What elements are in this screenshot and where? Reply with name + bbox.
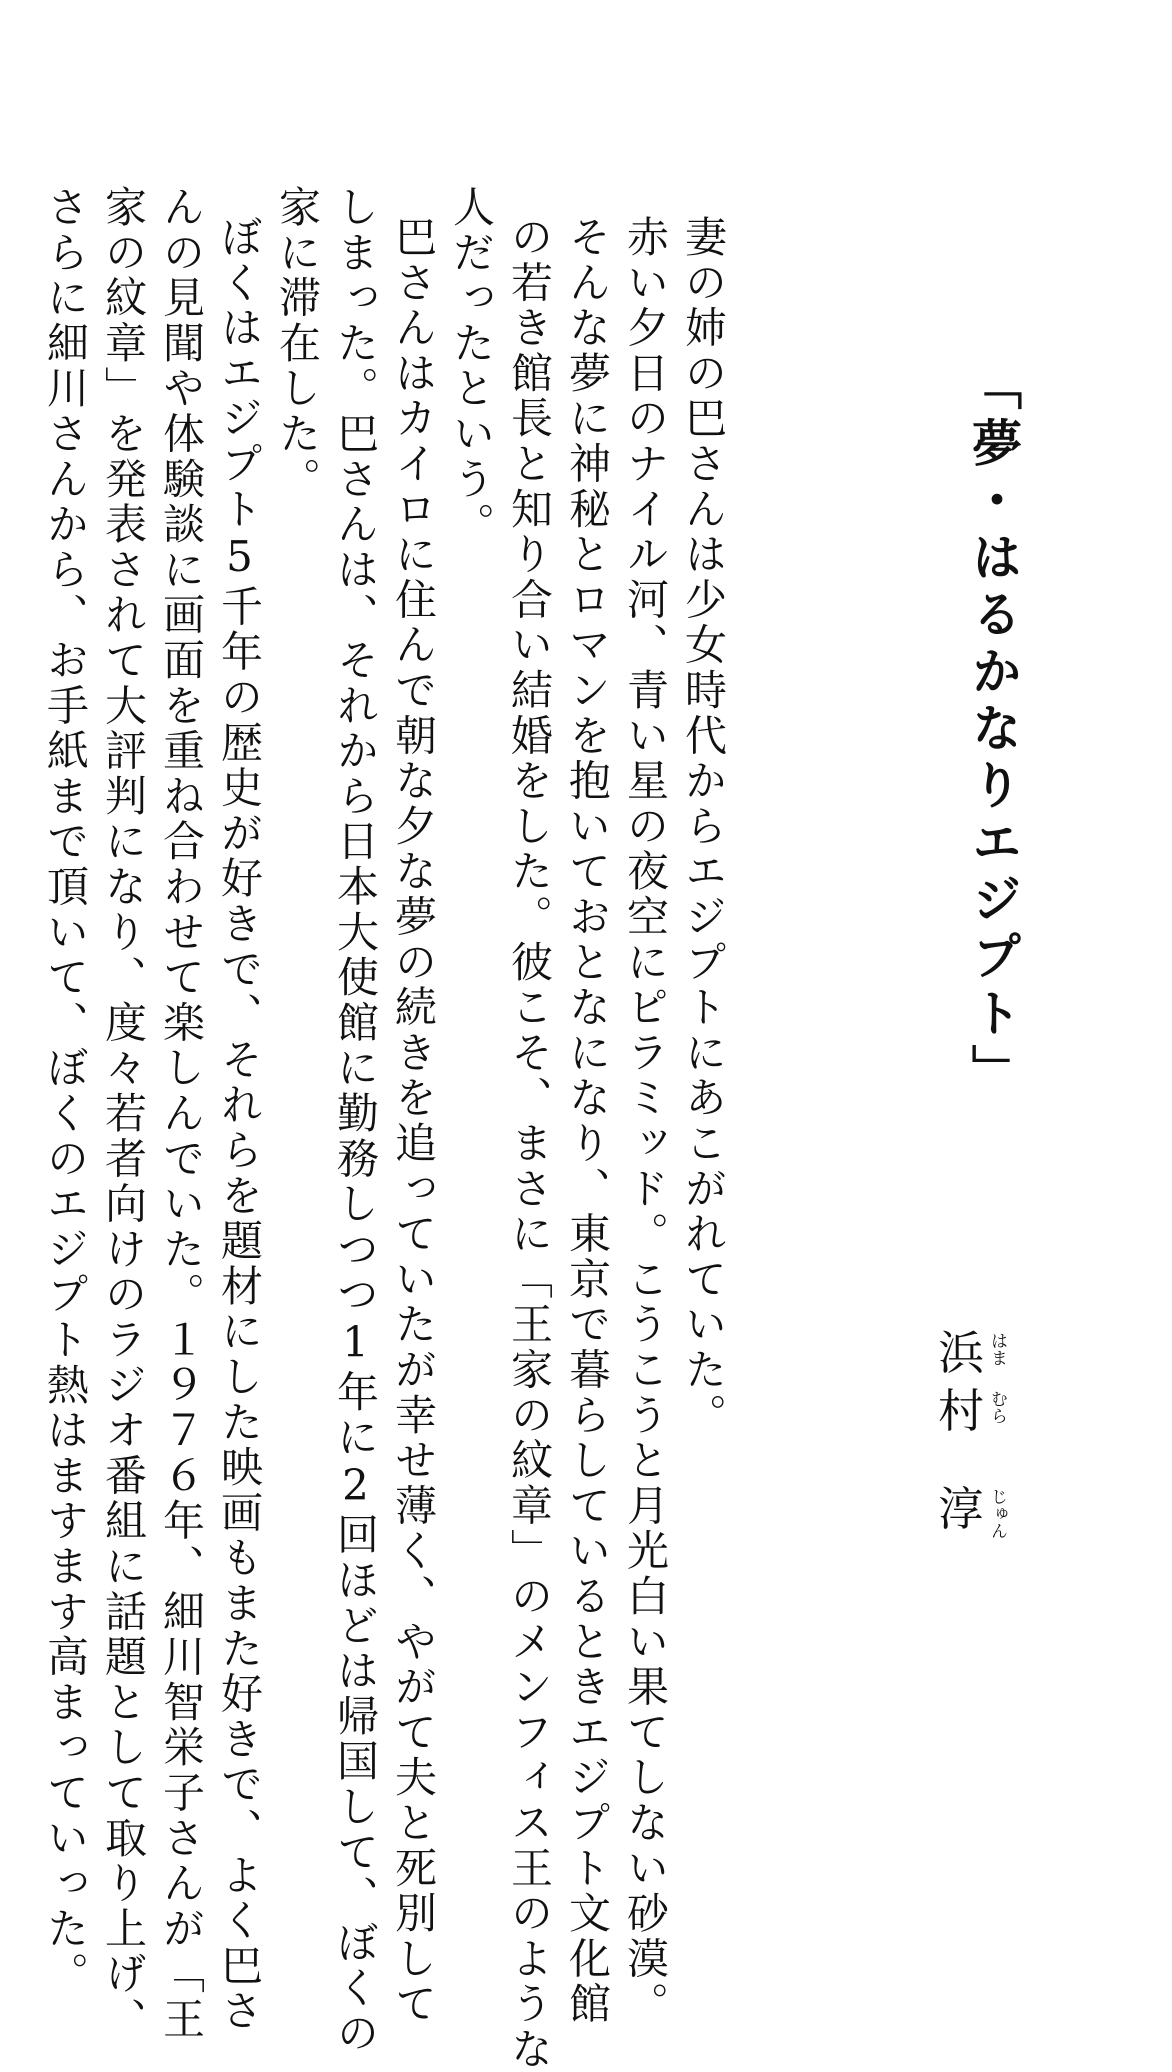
author-ruby: じゅん: [987, 1488, 1007, 1539]
author-ruby: むら: [987, 1390, 1007, 1424]
body-line: そんな夢に神秘とロマンを抱いておとなになり、東京で暮らしているときエジプト文化館: [563, 215, 612, 2027]
author-char-2: [938, 1384, 1007, 1438]
body-line: ぼくはエジプト5千年の歴史が好きで、それらを題材にした映画もまた好きで、よく巴さ: [215, 215, 264, 2034]
body-line: 巴さんはカイロに住んで朝な夕な夢の続きを追っていたが幸せ薄く、やがて夫と死別して: [389, 215, 438, 2027]
author-char-3: [938, 1482, 1007, 1539]
body-line: 赤い夕日のナイル河、青い星の夜空にピラミッド。こうこうと月光白い果てしない砂漠。: [621, 215, 670, 2027]
body-line: さらに細川さんから、お手紙まで頂いて、ぼくのエジプト熱はますます高まっていった。: [41, 185, 90, 1997]
body-line: 家に滞在した。: [273, 185, 322, 503]
author-char-1: [938, 1326, 1007, 1380]
author-ruby: はま: [987, 1332, 1007, 1366]
body-line: んの見聞や体験談に画面を重ね合わせて楽しんでいた。１９７６年、細川智栄子さんが「王: [157, 185, 206, 2043]
body-line: 家の紋章」を発表されて大評判になり、度々若者向けのラジオ番組に話題として取り上げ、: [99, 185, 148, 2043]
body-line: の若き館長と知り合い結婚をした。彼こそ、まさに「王家の紋章」のメンフィス王のような: [505, 215, 554, 2072]
author-kanji: 浜: [938, 1326, 984, 1380]
author-kanji: 村: [938, 1384, 984, 1438]
body-line: 人だったという。: [447, 185, 496, 548]
body-line: しまった。巴さんは、それから日本大使館に勤務しつつ1年に2回ほどは帰国して、ぼくの: [331, 185, 380, 2057]
article-title: 「夢・はるかなりエジプト」: [964, 360, 1023, 1101]
author-kanji: 淳: [938, 1482, 984, 1536]
body-line: 妻の姉の巴さんは少女時代からエジプトにあこがれていた。: [679, 215, 728, 1439]
